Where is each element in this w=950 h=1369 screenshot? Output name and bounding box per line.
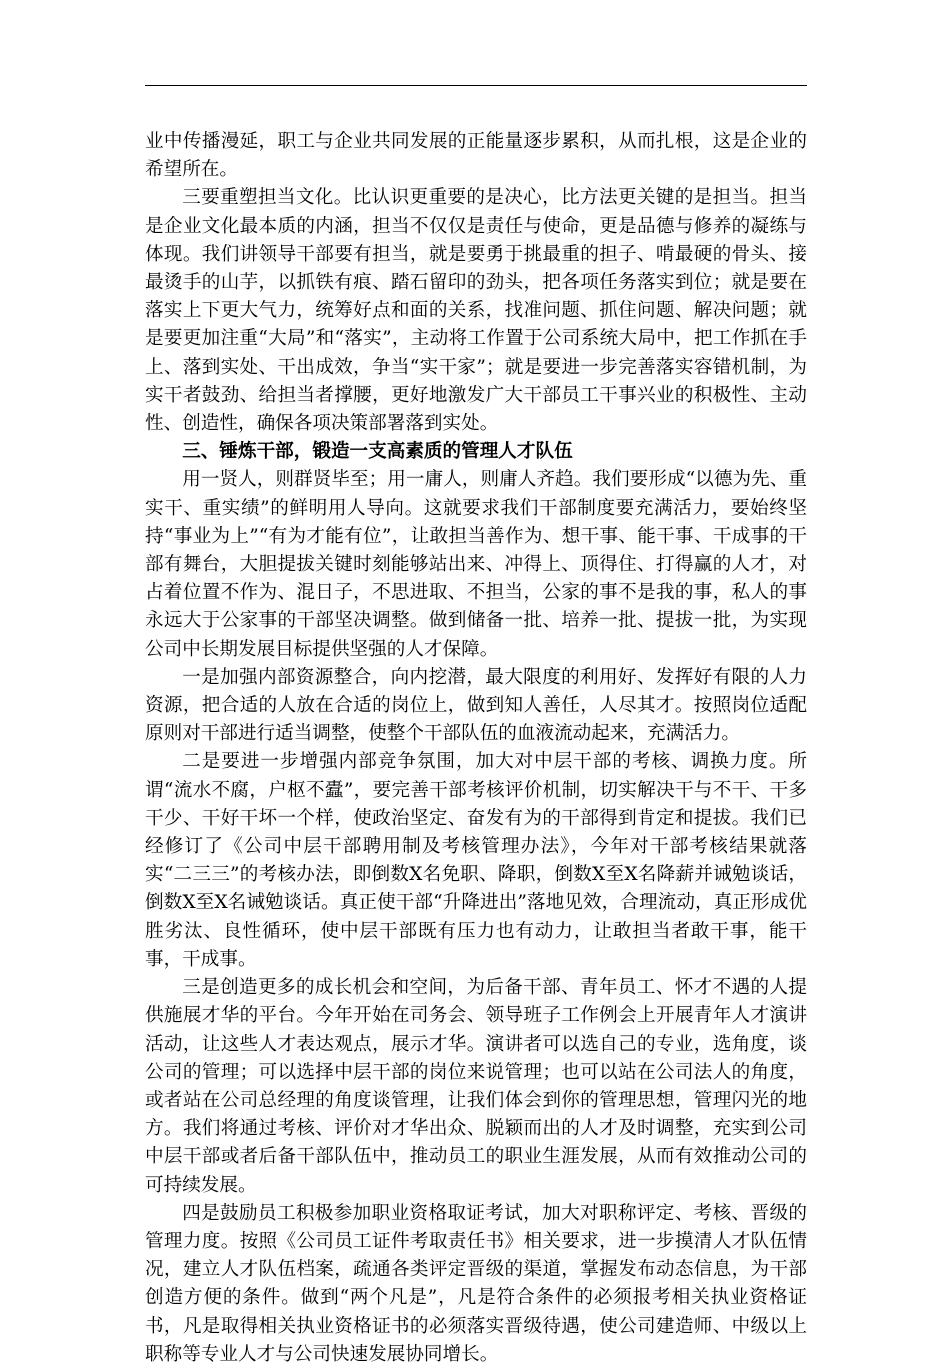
paragraph: 一是加强内部资源整合，向内挖潜，最大限度的利用好、发挥好有限的人力资源，把合适的人放在合适的岗位上，做到知人善任，人尽其才。按照岗位适配原则对干部进行适当调整，使整个干部队伍的血液流动起来，充满活力。 <box>145 666 807 745</box>
paragraph: 用一贤人，则群贤毕至；用一庸人，则庸人齐趋。我们要形成“以德为先、重实干、重实绩”的鲜明用人导向。这就要求我们干部制度要充满活力，要始终坚持“事业为上”“有为才能有位”，让敢担当善作为、想干事、能干事、干成事的干部有舞台，大胆提拔关键时刻能够站出来、冲得上、顶得住、打得赢的人才，对占着位置不作为、混日子，不思进取、不担当，公家的事不是我的事，私人的事永远大于公家事的干部坚决调整。做到储备一批、培养一批、提拔一批，为实现公司中长期发展目标提供坚强的人才保障。 <box>145 469 807 660</box>
header-rule <box>145 85 807 86</box>
paragraph: 三是创造更多的成长机会和空间，为后备干部、青年员工、怀才不遇的人提供施展才华的平台。今年开始在司务会、领导班子工作例会上开展青年人才演讲活动，让这些人才表达观点，展示才华。演讲者可以选自己的专业，选角度，谈公司的管理；可以选择中层干部的岗位来说管理；也可以站在公司法人的角度，或者站在公司总经理的角度谈管理，让我们体会到你的管理思想，管理闪光的地方。我们将通过考核、评价对才华出众、脱颖而出的人才及时调整，充实到公司中层干部或者后备干部队伍中，推动员工的职业生涯发展，从而有效推动公司的可持续发展。 <box>145 977 807 1196</box>
section-heading: 三、锤炼干部，锻造一支高素质的管理人才队伍 <box>182 441 573 463</box>
paragraph: 业中传播漫延，职工与企业共同发展的正能量逐步累积，从而扎根，这是企业的希望所在。 <box>145 131 807 181</box>
paragraph: 三要重塑担当文化。比认识更重要的是决心，比方法更关键的是担当。担当是企业文化最本质的内涵，担当不仅仅是责任与使命，更是品德与修养的凝练与体现。我们讲领导干部要有担当，就是要勇于挑最重的担子、啃最硬的骨头、接最烫手的山芋，以抓铁有痕、踏石留印的劲头，把各项任务落实到位；就是要在落实上下更大气力，统筹好点和面的关系，找准问题、抓住问题、解决问题；就是要更加注重“大局”和“落实”，主动将工作置于公司系统大局中，把工作抓在手上、落到实处、干出成效，争当“实干家”；就是要进一步完善落实容错机制，为实干者鼓劲、给担当者撑腰，更好地激发广大干部员工干事兴业的积极性、主动性、创造性，确保各项决策部署落到实处。 <box>145 187 807 435</box>
paragraph: 二是要进一步增强内部竞争氛围，加大对中层干部的考核、调换力度。所谓“流水不腐，户枢不蠹”，要完善干部考核评价机制，切实解决干与不干、干多干少、干好干坏一个样，使政治坚定、奋发有为的干部得到肯定和提拔。我们已经修订了《公司中层干部聘用制及考核管理办法》，今年对干部考核结果就落实“二三三”的考核办法，即倒数X名免职、降职，倒数X至X名降薪并诫勉谈话，倒数X至X名诫勉谈话。真正使干部“升降进出”落地见效，合理流动，真正形成优胜劣汰、良性循环，使中层干部既有压力也有动力，让敢担当者敢干事，能干事，干成事。 <box>145 751 807 970</box>
document-body <box>145 128 807 1369</box>
paragraph: 四是鼓励员工积极参加职业资格取证考试，加大对职称评定、考核、晋级的管理力度。按照《公司员工证件考取责任书》相关要求，进一步摸清人才队伍情况，建立人才队伍档案，疏通各类评定晋级的渠道，掌握发布动态信息，为干部创造方便的条件。做到“两个凡是”，凡是符合条件的必须报考相关执业资格证书，凡是取得相关执业资格证书的必须落实晋级待遇，使公司建造师、中级以上职称等专业人才与公司快速发展协同增长。 <box>145 1202 807 1365</box>
